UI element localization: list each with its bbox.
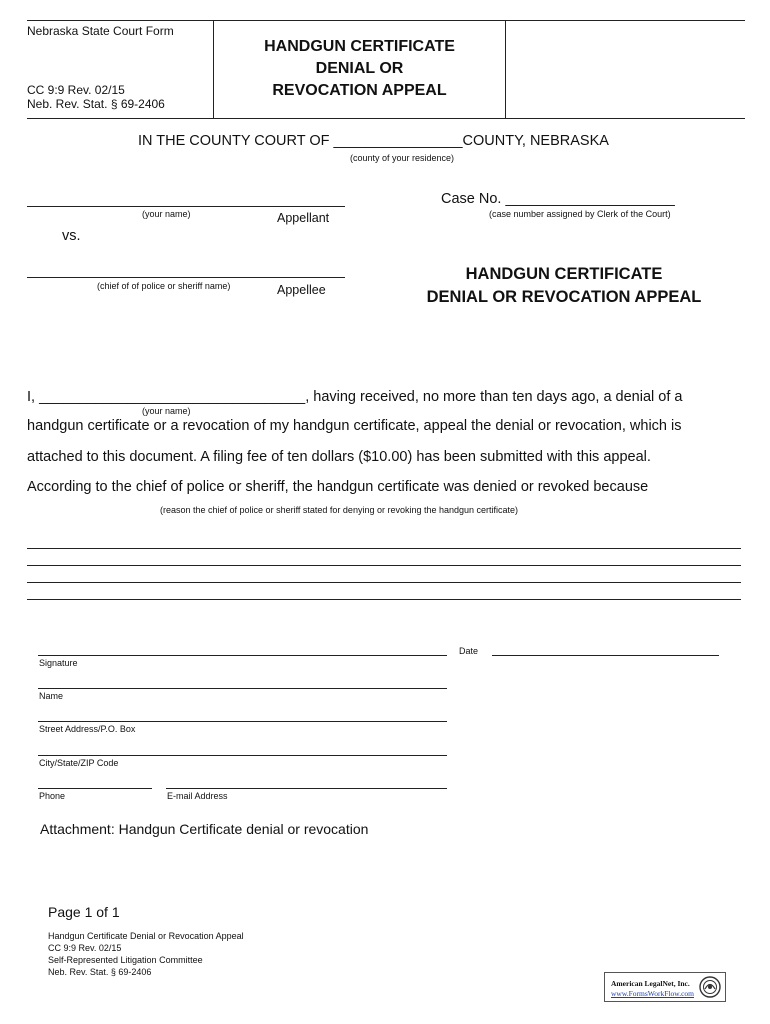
phone-line[interactable] bbox=[38, 788, 152, 789]
header-divider-right bbox=[505, 20, 506, 118]
reason-line-3[interactable] bbox=[27, 582, 741, 583]
document-title-line1: HANDGUN CERTIFICATE bbox=[465, 265, 663, 283]
reason-line-2[interactable] bbox=[27, 565, 741, 566]
footer-line-2: CC 9:9 Rev. 02/15 bbox=[48, 943, 122, 953]
county-hint: (county of your residence) bbox=[350, 153, 455, 163]
street-address-label: Street Address/P.O. Box bbox=[39, 724, 136, 734]
appellee-name-hint: (chief of of police or sheriff name) bbox=[97, 281, 231, 291]
appellee-label: Appellee bbox=[277, 283, 326, 297]
phone-label: Phone bbox=[39, 791, 66, 801]
header-bottom-border bbox=[27, 118, 745, 119]
date-line[interactable] bbox=[492, 655, 719, 656]
form-title-line2: DENIAL OR bbox=[315, 60, 404, 77]
american-legalnet-logo bbox=[604, 972, 726, 1002]
vs-label: vs. bbox=[62, 228, 81, 244]
circular-seal-icon bbox=[699, 976, 721, 998]
court-line: IN THE COUNTY COURT OF ________________COUNTY, NEBRASKA bbox=[138, 133, 609, 149]
city-state-zip-label: City/State/ZIP Code bbox=[39, 758, 119, 768]
header-top-border bbox=[27, 20, 745, 21]
appellant-name-line[interactable] bbox=[27, 206, 345, 207]
footer-line-3: Self-Represented Litigation Committee bbox=[48, 955, 203, 965]
signature-line[interactable] bbox=[38, 655, 447, 656]
document-title bbox=[390, 263, 738, 309]
reason-hint: (reason the chief of police or sheriff stated for denying or revoking the handgun certificate) bbox=[160, 505, 519, 515]
email-line[interactable] bbox=[166, 788, 447, 789]
street-address-line[interactable] bbox=[38, 721, 447, 722]
case-number-field[interactable]: Case No. _____________________ bbox=[441, 191, 675, 207]
document-title-line2: DENIAL OR REVOCATION APPEAL bbox=[426, 288, 702, 306]
statute-reference: Neb. Rev. Stat. § 69-2406 bbox=[27, 97, 165, 111]
name-line[interactable] bbox=[38, 688, 447, 689]
footer-line-4: Neb. Rev. Stat. § 69-2406 bbox=[48, 967, 152, 977]
body-line-2: handgun certificate or a revocation of my handgun certificate, appeal the denial or revocation, which is bbox=[27, 418, 682, 434]
email-label: E-mail Address bbox=[167, 791, 228, 801]
appellee-name-line[interactable] bbox=[27, 277, 345, 278]
body-name-hint: (your name) bbox=[142, 406, 191, 416]
footer-line-1: Handgun Certificate Denial or Revocation Appeal bbox=[48, 931, 244, 941]
logo-company: American LegalNet, Inc. bbox=[611, 979, 690, 988]
page-number: Page 1 of 1 bbox=[48, 904, 120, 920]
reason-line-1[interactable] bbox=[27, 548, 741, 549]
body-line-4: According to the chief of police or sheriff, the handgun certificate was denied or revoked because bbox=[27, 479, 649, 495]
city-state-zip-line[interactable] bbox=[38, 755, 447, 756]
logo-url-link[interactable]: www.FormsWorkFlow.com bbox=[611, 989, 695, 998]
attachment-note: Attachment: Handgun Certificate denial or revocation bbox=[40, 821, 369, 837]
form-title-box bbox=[214, 36, 505, 102]
form-title-line3: REVOCATION APPEAL bbox=[272, 82, 447, 99]
appellant-name-hint: (your name) bbox=[142, 209, 191, 219]
body-line-3: attached to this document. A filing fee of ten dollars ($10.00) has been submitted with this appeal. bbox=[27, 449, 651, 465]
signature-label: Signature bbox=[39, 658, 78, 668]
reason-line-4[interactable] bbox=[27, 599, 741, 600]
name-label: Name bbox=[39, 691, 64, 701]
date-label: Date bbox=[459, 646, 479, 656]
appellant-label: Appellant bbox=[277, 211, 330, 225]
form-number: CC 9:9 Rev. 02/15 bbox=[27, 83, 125, 97]
form-title-line1: HANDGUN CERTIFICATE bbox=[264, 38, 455, 55]
case-number-hint: (case number assigned by Clerk of the Court) bbox=[489, 209, 671, 219]
form-source: Nebraska State Court Form bbox=[27, 24, 174, 38]
body-line-1: I, _________________________________, having received, no more than ten days ago, a denial of a bbox=[27, 389, 683, 405]
